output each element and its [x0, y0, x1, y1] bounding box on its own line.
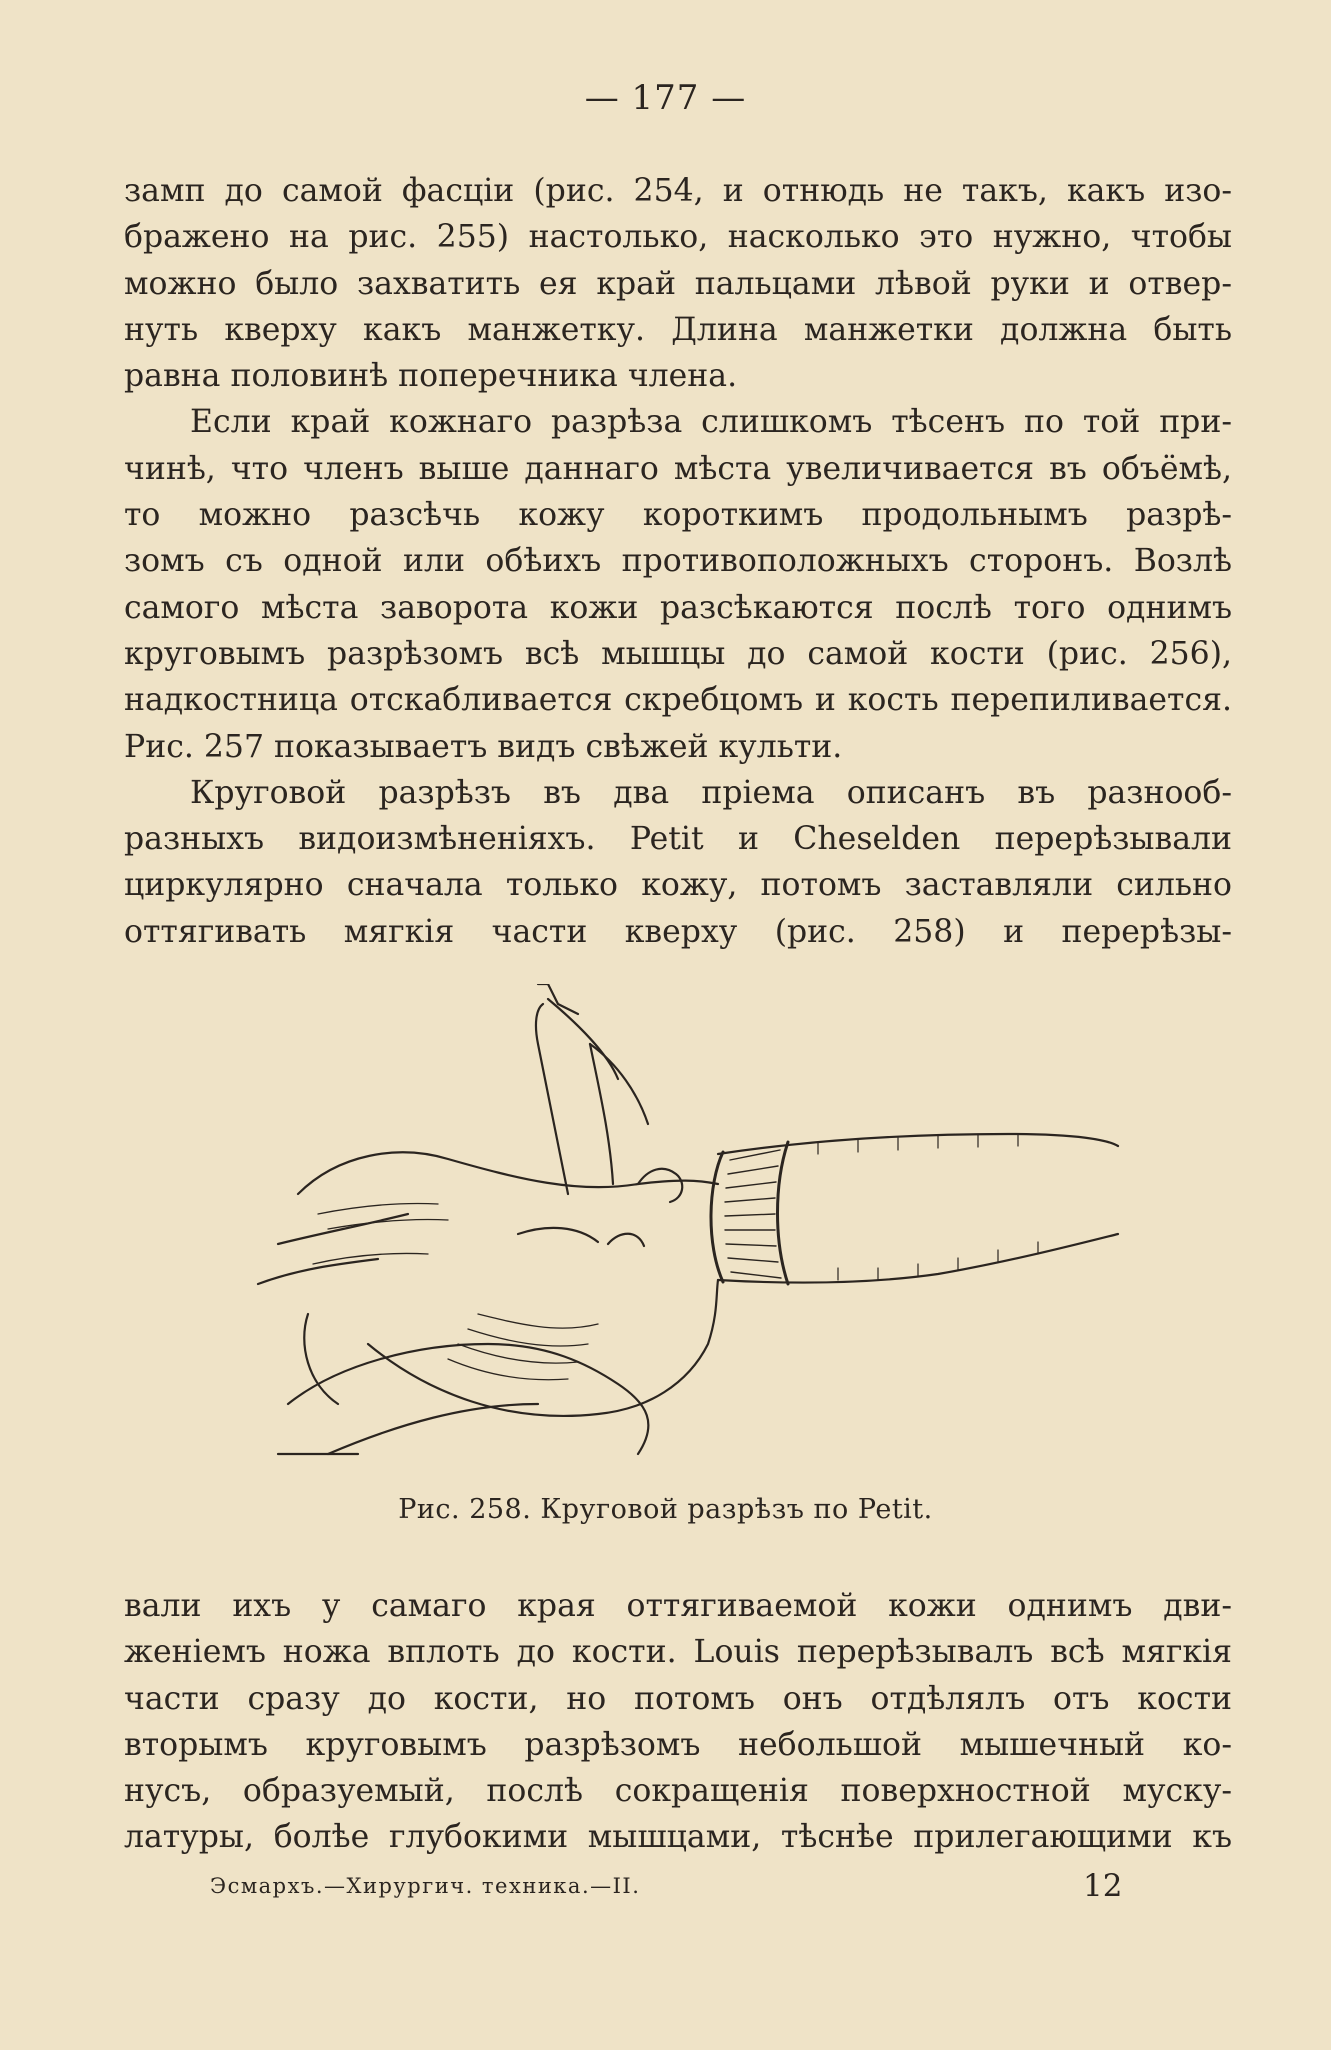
circular-incision-engraving: [218, 984, 1128, 1464]
text-line: надкостница отскабливается скребцомъ и кость перепиливается.: [124, 682, 1232, 719]
text-line: Если край кожнаго разрѣза слишкомъ тѣсенъ по той при-: [190, 404, 1232, 441]
sheet-number: 12: [1083, 1868, 1123, 1904]
text-line: женіемъ ножа вплоть до кости. Louis перерѣзывалъ всѣ мягкія: [124, 1634, 1232, 1671]
text-line: разныхъ видоизмѣненіяхъ. Petit и Cheselden перерѣзывали: [124, 821, 1232, 858]
text-line: можно было захватить ея край пальцами лѣвой руки и отвер-: [124, 265, 1232, 302]
text-line: вторымъ круговымъ разрѣзомъ небольшой мышечный ко-: [124, 1726, 1232, 1763]
text-line: оттягивать мягкія части кверху (рис. 258) и перерѣзы-: [124, 913, 1232, 950]
text-line: равна половинѣ поперечника члена.: [124, 358, 738, 395]
footer-signature: Эсмархъ.—Хирургич. техника.—II.: [210, 1874, 641, 1898]
text-line: круговымъ разрѣзомъ всѣ мышцы до самой кости (рис. 256),: [124, 635, 1232, 672]
body-text-top: [124, 168, 1232, 955]
text-line: циркулярно сначала только кожу, потомъ заставляли сильно: [124, 867, 1232, 904]
text-line: нусъ, образуемый, послѣ сокращенія поверхностной муску-: [124, 1773, 1232, 1810]
text-line: замп до самой фасціи (рис. 254, и отнюдь не такъ, какъ изо-: [124, 173, 1232, 209]
figure-caption: Рис. 258. Круговой разрѣзъ по Petit.: [398, 1494, 933, 1525]
text-line: Рис. 257 показываетъ видъ свѣжей культи.: [124, 728, 843, 765]
text-line: самого мѣста заворота кожи разсѣкаются послѣ того однимъ: [124, 589, 1232, 626]
text-line: латуры, болѣе глубокими мышцами, тѣснѣе прилегающими къ: [124, 1819, 1232, 1856]
text-line: то можно разсѣчь кожу короткимъ продольнымъ разрѣ-: [124, 497, 1232, 534]
figure-258-illustration: [218, 984, 1128, 1464]
text-line: зомъ съ одной или обѣихъ противоположныхъ сторонъ. Возлѣ: [124, 543, 1232, 580]
text-line: нуть кверху какъ манжетку. Длина манжетки должна быть: [124, 311, 1232, 348]
text-line: вали ихъ у самаго края оттягиваемой кожи однимъ дви-: [124, 1588, 1232, 1624]
text-line: чинѣ, что членъ выше даннаго мѣста увеличивается въ объёмѣ,: [124, 450, 1232, 487]
text-line: бражено на рис. 255) настолько, насколько это нужно, чтобы: [124, 219, 1232, 256]
text-line: Круговой разрѣзъ въ два пріема описанъ въ разнооб-: [190, 774, 1232, 811]
page-number: — 177 —: [584, 78, 747, 118]
body-text-bottom: [124, 1583, 1232, 1861]
text-line: части сразу до кости, но потомъ онъ отдѣлялъ отъ кости: [124, 1680, 1232, 1717]
